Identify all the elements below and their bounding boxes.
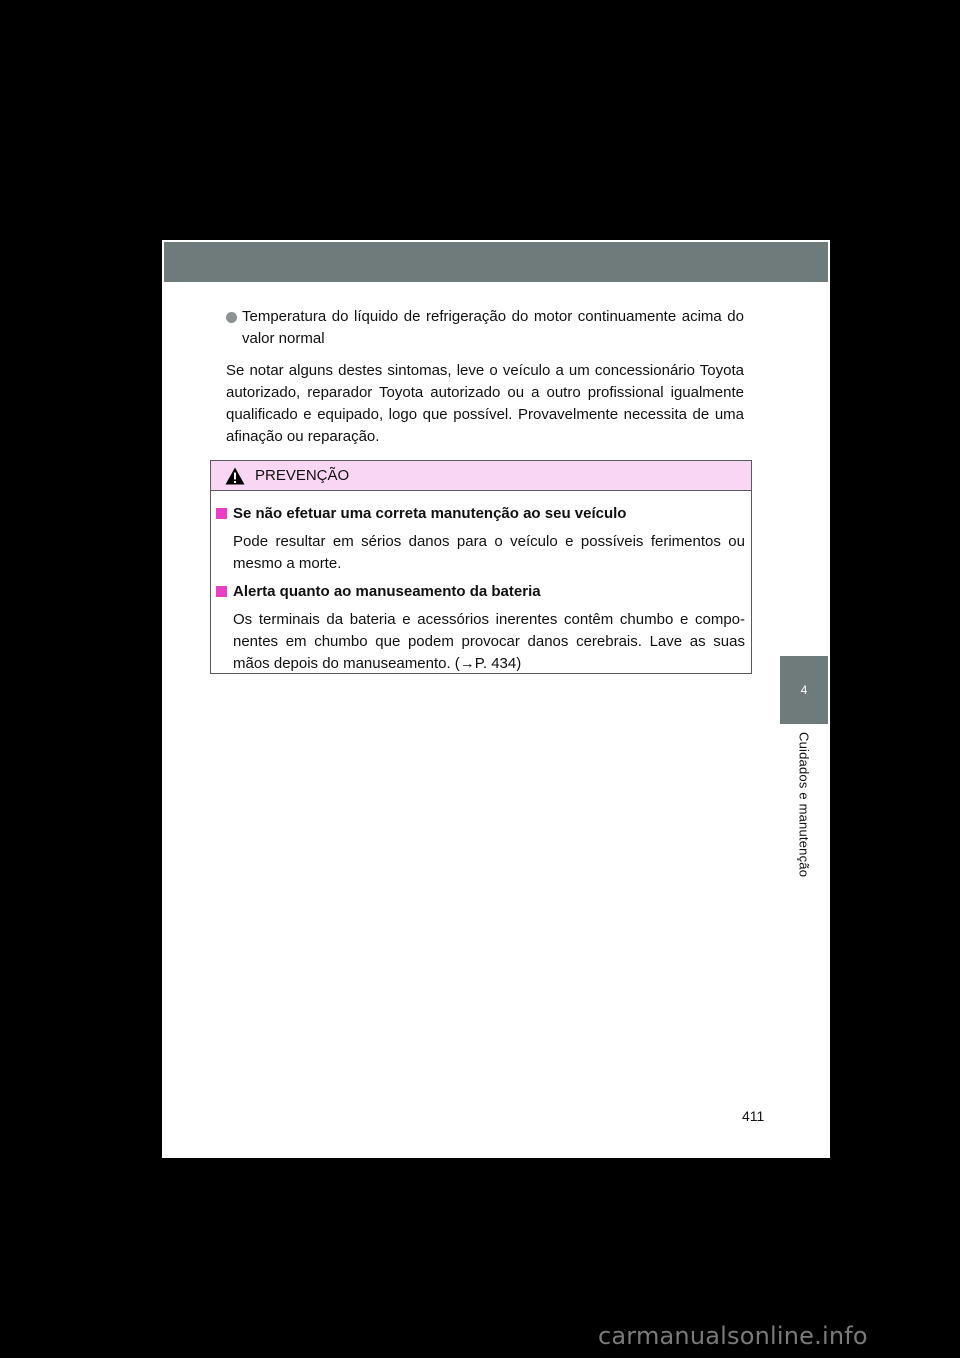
warning-heading-text: Se não efetuar uma correta manutenção ao seu veículo xyxy=(233,505,627,522)
section-tab-label: Cuidados e manutenção xyxy=(796,732,812,878)
square-bullet-icon xyxy=(216,508,227,519)
warning-box xyxy=(210,460,752,674)
body-paragraph: Se notar alguns destes sintomas, leve o veículo a um concessionário Toyota autorizado, reparador Toyota autorizado ou a outro profissional igualmente qualificado e equipado, logo que possível. Provavelmente necessita de uma afinação ou reparação. xyxy=(226,362,744,445)
warning-item-heading xyxy=(216,503,745,525)
warning-triangle-icon xyxy=(225,467,245,485)
header-band xyxy=(164,242,828,282)
watermark: carmanualsonline.info xyxy=(598,1322,868,1350)
section-number: 4 xyxy=(800,683,808,697)
manual-page xyxy=(162,240,830,1158)
main-content xyxy=(226,306,744,448)
section-tab-number xyxy=(780,656,828,724)
warning-header xyxy=(211,461,751,491)
warning-item-text: Pode resultar em sérios danos para o veículo e possíveis ferimentos ou mesmo a morte. xyxy=(233,533,745,572)
warning-item-text: Os terminais da bateria e acessórios inerentes contêm chumbo e compo-nentes em chumbo que podem provocar danos cerebrais. Lave as suas mãos depois do manuseamento. (→P. 434) xyxy=(233,611,745,672)
warning-item-heading xyxy=(216,581,745,603)
warning-body xyxy=(211,491,751,675)
page-number: 411 xyxy=(742,1108,765,1124)
list-item xyxy=(226,306,744,350)
warning-heading-text: Alerta quanto ao manuseamento da bateria xyxy=(233,583,541,600)
square-bullet-icon xyxy=(216,586,227,597)
bullet-text: Temperatura do líquido de refrigeração do motor continuamente acima do valor normal xyxy=(242,308,744,347)
bullet-circle-icon xyxy=(226,312,237,323)
warning-title: PREVENÇÃO xyxy=(255,467,350,484)
